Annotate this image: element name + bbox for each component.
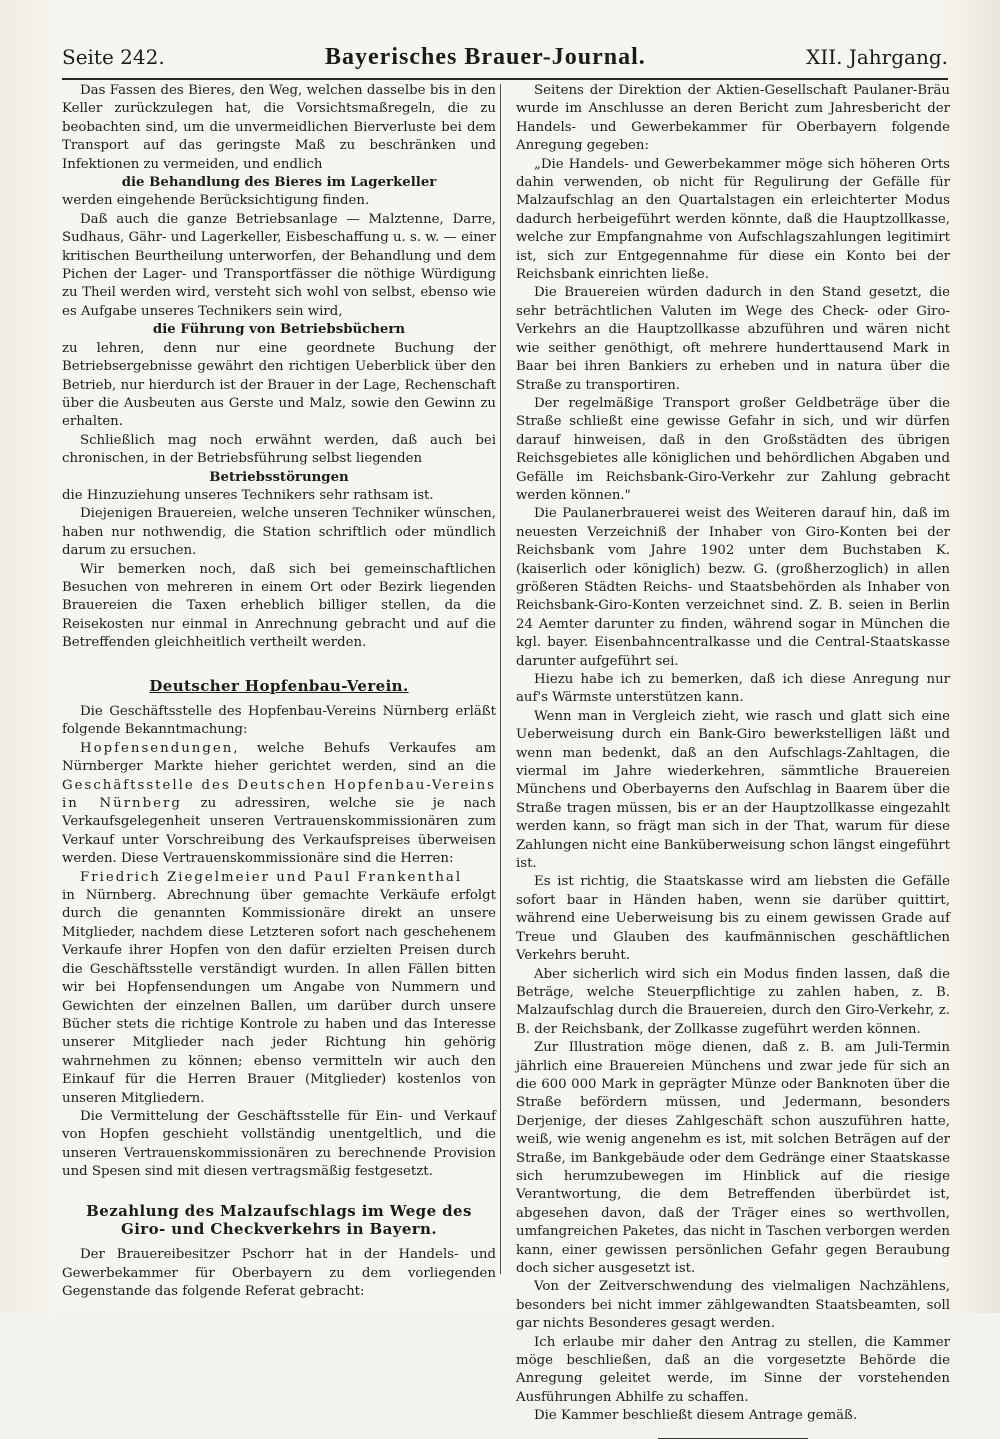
paragraph: Der Brauereibesitzer Pschorr hat in der Handels- und Gewerbekammer für Oberbayern zu dem vorliegenden Gegenstande das folgende Referat gebracht: [62,1247,496,1300]
paragraph: Zur Illustration möge dienen, daß z. B. am Juli-Termin jährlich eine Brauereien Münchens und zwar jede für sich an die 600 000 Mark in geprägter Münze oder Banknoten über die Straße befördern müssen, und Jedermann, besonders Derjenige, der dieses Zahlgeschäft schon auszuführen hatte, weiß, wie wenig angenehm es ist, mit solchen Beträgen auf der Straße, im Bankgebäude oder dem Gedränge einer Staatskasse sich herumzubewegen im Hinblick auf die riesige Verantwortung, die dem Betreffenden überbürdet ist, abgesehen davon, daß der Träger eines so werthvollen, umfangreichen Paketes, das nicht in Taschen verborgen werden kann, einer gewissen persönlichen Gefahr gegen Beraubung doch sicher ausgesetzt ist. [516,1040,950,1276]
paragraph: Aber sicherlich wird sich ein Modus finden lassen, daß die Beträge, welche Steuerpflichtige zu zahlen haben, z. B. Malzaufschlag durch die Brauereien, durch den Giro-Verkehr, z. B. der Reichsbank, der Zollkasse zugeführt werden können. [516,966,950,1037]
section-heading-malzaufschlag: Bezahlung des Malzaufschlags im Wege des Giro- und Checkverkehrs in Bayern. [86,1201,472,1238]
paragraph: Das Fassen des Bieres, den Weg, welchen dasselbe bis in den Keller zurückzulegen hat, die Vorsichtsmaßregeln, die zu beobachten sind, um die unvermeidlichen Bierverluste bei dem Transport auf das geringste Maß zu beschränken und Infektionen zu vermeiden, und endlich [62,83,496,172]
section-heading-hopfenbau: Deutscher Hopfenbau-Verein. [149,676,409,695]
page-header [62,44,948,80]
paragraph: Von der Zeitverschwendung des vielmaligen Nachzählens, besonders bei nicht immer zählgewandten Staatsbeamten, soll gar nichts Besonderes gesagt werden. [516,1279,950,1332]
paragraph: die Hinzuziehung unseres Technikers sehr rathsam ist. [62,487,434,503]
volume-year: XII. Jahrgang. [806,45,948,69]
left-column [62,82,496,1300]
spaced-text: Geschäftsstelle des Deutschen Hopfenbau-Vereins in Nürnberg [62,777,496,812]
paragraph: Die Vermittelung der Geschäftsstelle für Ein- und Verkauf von Hopfen geschieht vollständig unentgeltlich, und die unseren Vertrauenskommissionären zu berechnende Provision und Spesen sind mit diesen vertragsmäßig festgesetzt. [62,1108,496,1180]
paragraph: Seitens der Direktion der Aktien-Gesellschaft Paulaner-Bräu wurde im Anschlusse an deren Bericht zum Jahresbericht der Handels- und Gewerbekammer für Oberbayern folgende Anregung gegeben: [516,83,950,154]
column-divider [500,84,501,1274]
quoted-paragraph: „Die Handels- und Gewerbekammer möge sich höheren Orts dahin verwenden, ob nicht für Regulirung der Gefälle für Malzaufschlag an den Quartalstagen ein erleichterter Modus dadurch herbeigeführt werden könnte, daß die Hauptzollkasse, welche zur Empfangnahme von Aufschlagszahlungen legitimirt ist, sich zur Entgegennahme für diese ein Konto bei der Reichsbank einrichten ließe. [516,156,950,283]
text-run: zu adressiren, welche sie je nach Verkaufsgelegenheit unseren Vertrauenskommissionären zum Verkauf unter Vorschreibung des Verkaufspreises überweisen werden. Diese Vertrauenskommissionäre sind die Herren: [62,796,496,867]
paragraph: Die Geschäftsstelle des Hopfenbau-Vereins Nürnberg erläßt folgende Bekanntmachung: [62,704,496,738]
spaced-text: Hopfensendungen [80,740,234,756]
paragraph: Die Kammer beschließt diesem Antrage gemäß. [534,1408,858,1424]
paragraph: Hiezu habe ich zu bemerken, daß ich diese Anregung nur auf's Wärmste unterstützen kann. [516,672,950,706]
paragraph: Die Paulanerbrauerei weist des Weiteren darauf hin, daß im neuesten Verzeichniß der Inhaber von Giro-Konten bei der Reichsbank vom Jahre 1902 unter dem Buchstaben K. (kaiserlich oder königlich) bezw. G. (großherzoglich) in allen größeren Städten Reichs- und Staatsbehörden als Inhaber von Reichsbank-Giro-Konten verzeichnet sind. Z. B. seien in Berlin 24 Aemter darunter zu finden, während sogar in München die kgl. bayer. Eisenbahncentralkasse und die Central-Staatskasse darunter aufgeführt sei. [516,506,950,669]
journal-title: Bayerisches Brauer-Journal. [325,44,646,70]
centered-heading: die Führung von Betriebsbüchern [152,322,406,338]
paragraph: Wir bemerken noch, daß sich bei gemeinschaftlichen Besuchen von mehreren in einem Ort oder Bezirk liegenden Brauereien die Taxen erheblich billiger stellen, da die Reisekosten nur einmal in Anrechnung gebracht und auf die Betreffenden gleichheitlich vertheilt werden. [62,561,496,651]
paragraph: Die Brauereien würden dadurch in den Stand gesetzt, die sehr beträchtlichen Valuten im Wege des Check- oder Giro-Verkehrs an die Hauptzollkasse abzuführen und wären nicht wie seither genöthigt, oft mehrere hunderttausend Mark in Baar bei ihren Bankiers zu erheben und in natura über die Straße zu transportiren. [516,285,950,393]
paragraph: Es ist richtig, die Staatskasse wird am liebsten die Gefälle sofort baar in Händen haben, wenn sie darüber quittirt, während eine Ueberweisung bis zu einem gewissen Grade auf Treue und Glauben des kaufmännischen geschäftlichen Verkehrs beruht. [516,874,950,964]
page-number: Seite 242. [62,45,165,69]
right-column [516,82,950,1424]
centered-heading: Betriebsstörungen [209,469,349,485]
names-line: Friedrich Ziegelmeier und Paul Frankenthal [80,869,463,885]
paragraph: zu lehren, denn nur eine geordnete Buchung der Betriebsergebnisse gewährt den richtigen Ueberblick über den Betrieb, nur hierdurch ist der Brauer in der Lage, Rechenschaft über die Ausbeuten aus Gerste und Malz, sowie den Gewinn zu erhalten. [62,340,496,430]
paragraph: Schließlich mag noch erwähnt werden, daß auch bei chronischen, in der Betriebsführung selbst liegenden [62,432,496,467]
centered-heading: die Behandlung des Bieres im Lagerkeller [121,175,437,191]
text-run: , welche Behufs Verkaufes am Nürnberger Markte hieher gerichtet werden, sind an die [62,740,496,775]
paragraph: Wenn man in Vergleich zieht, wie rasch und glatt sich eine Ueberweisung durch ein Bank-Giro bewerkstelligen läßt und wenn man bedenkt, daß an den Aufschlags-Zahltagen, die viermal im Jahre wiederkehren, sämmtliche Brauereien Münchens und Oberbayerns den Aufschlag in Baarem über die Straße tragen müssen, bis er an der Hauptzollkasse eingezahlt werden kann, so frägt man sich in der That, warum für diese Zahlungen nicht eine Banküberweisung schon längst eingeführt ist. [516,708,950,872]
paragraph: werden eingehende Berücksichtigung finden. [62,193,370,209]
paragraph [62,740,496,869]
paragraph: Ich erlaube mir daher den Antrag zu stellen, die Kammer möge beschließen, daß an die vorgesetzte Behörde die Anregung geleitet werde, im Sinne der vorstehenden Ausführungen Abhilfe zu schaffen. [516,1334,950,1405]
paragraph: in Nürnberg. Abrechnung über gemachte Verkäufe erfolgt durch die genannten Kommissionäre direkt an unsere Mitglieder, nachdem diese Letzteren sofort nach geschehenem Verkaufe ihrer Hopfen von den dafür erzielten Preisen durch die Geschäftsstelle verständigt wurden. In allen Fällen bitten wir bei Hopfensendungen um Angabe von Nummern und Gewichten der einzelnen Ballen, um darüber durch unsere Bücher stets die richtige Kontrole zu haben und das Interesse unserer Mitglieder nach jeder Richtung hin gehörig wahrnehmen zu können; ebenso vermitteln wir auch den Einkauf für die Herren Brauer (Mitglieder) kostenlos von unseren Mitgliedern. [62,888,496,1106]
paragraph: Der regelmäßige Transport großer Geldbeträge über die Straße schließt eine gewisse Gefahr in sich, und wir dürfen darauf hinweisen, daß in den Großstädten des übrigen Reichsgebietes alle königlichen und behördlichen Abgaben und Gefälle im Reichsbank-Giro-Verkehr zur Zahlung gebracht werden können." [516,395,950,503]
paragraph: Daß auch die ganze Betriebsanlage — Malztenne, Darre, Sudhaus, Gähr- und Lagerkeller, Eisbeschaffung u. s. w. — einer kritischen Beurtheilung unterworfen, der Behandlung und dem Pichen der Lager- und Transportfässer die nöthige Würdigung zu Theil werden wird, versteht sich wohl von selbst, ebenso wie es Aufgabe unseres Technikers sein wird, [62,211,496,319]
paragraph: Diejenigen Brauereien, welche unseren Techniker wünschen, haben nur nothwendig, die Station schriftlich oder mündlich darum zu ersuchen. [62,506,496,559]
